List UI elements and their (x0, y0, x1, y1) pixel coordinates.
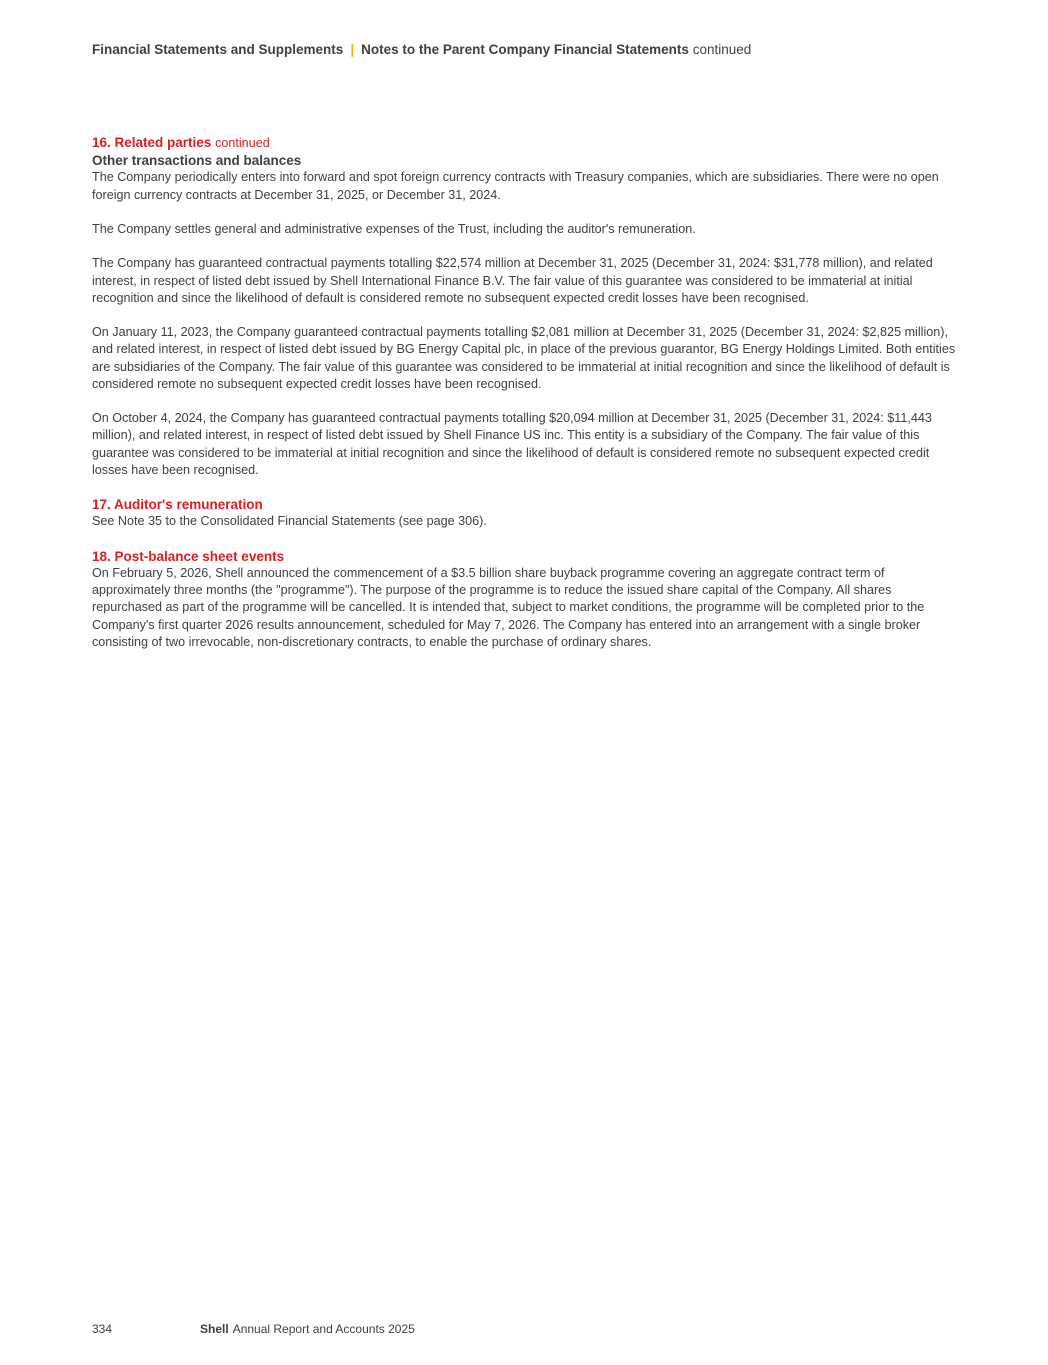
footer-brand: Shell (200, 1322, 229, 1336)
note-17 (92, 496, 962, 530)
note-18-title: 18. Post-balance sheet events (92, 548, 285, 564)
note-18 (92, 548, 962, 651)
note-17-paragraph: See Note 35 to the Consolidated Financial Statements (see page 306). (92, 514, 487, 529)
page-header (92, 42, 751, 57)
note-16-heading (92, 134, 962, 152)
note-17-title: 17. Auditor's remuneration (92, 497, 263, 513)
page-footer (92, 1322, 415, 1336)
footer-publication: Annual Report and Accounts 2025 (232, 1322, 415, 1336)
note-16-paragraph: The Company settles general and administrative expenses of the Trust, including the auditor's remuneration. (92, 222, 696, 236)
header-continued: continued (692, 42, 752, 57)
note-18-paragraph: On February 5, 2026, Shell announced the commencement of a $3.5 billion share buyback programme covering an aggregate contract term of approximately three months (the "programme"). The purpose of the programme is to reduce the issued share capital of the Company. All shares repurchased as part of the programme will be cancelled. It is intended that, subject to market conditions, the programme will be completed prior to the Company's first quarter 2026 results announcement, scheduled for May 7, 2026. The Company has entered into an arrangement with a single broker consisting of two irrevocable, non-discretionary contracts, to enable the purchase of ordinary shares. (92, 565, 925, 649)
header-title: Notes to the Parent Company Financial Statements (361, 42, 689, 57)
header-section: Financial Statements and Supplements (92, 42, 344, 57)
document-body (92, 134, 962, 668)
note-16-paragraph: The Company periodically enters into forward and spot foreign currency contracts with Treasury companies, which are subsidiaries. There were no open foreign currency contracts at December 31, 2025, or December 31, 2024. (92, 170, 939, 202)
note-16 (92, 134, 962, 479)
note-16-title: 16. Related parties (92, 135, 212, 150)
note-16-subheading: Other transactions and balances (92, 153, 302, 169)
note-16-paragraph: On October 4, 2024, the Company has guaranteed contractual payments totalling $20,094 million at December 31, 2025 (December 31, 2024: $11,443 million), and related interest, in respect of listed debt issued by Shell Finance US inc. This entity is a subsidiary of the Company. The fair value of this guarantee was considered to be immaterial at initial recognition and since the likelihood of default is considered remote no subsequent expected credit losses have been recognised. (92, 411, 932, 477)
header-separator: | (350, 42, 355, 57)
note-16-paragraph: On January 11, 2023, the Company guaranteed contractual payments totalling $2,081 million at December 31, 2025 (December 31, 2024: $2,825 million), and related interest, in respect of listed debt issued by BG Energy Capital plc, in place of the previous guarantor, BG Energy Holdings Limited. Both entities are subsidiaries of the Company. The fair value of this guarantee was considered to be immaterial at initial recognition and since the likelihood of default is considered remote no subsequent expected credit losses have been recognised. (92, 325, 956, 391)
note-16-continued: continued (215, 136, 270, 150)
page-number: 334 (92, 1322, 113, 1336)
note-16-paragraph: The Company has guaranteed contractual payments totalling $22,574 million at December 31, 2025 (December 31, 2024: $31,778 million), and related interest, in respect of listed debt issued by Shell International Finance B.V. The fair value of this guarantee was considered to be immaterial at initial recognition and since the likelihood of default is considered remote no subsequent expected credit losses have been recognised. (92, 256, 933, 305)
